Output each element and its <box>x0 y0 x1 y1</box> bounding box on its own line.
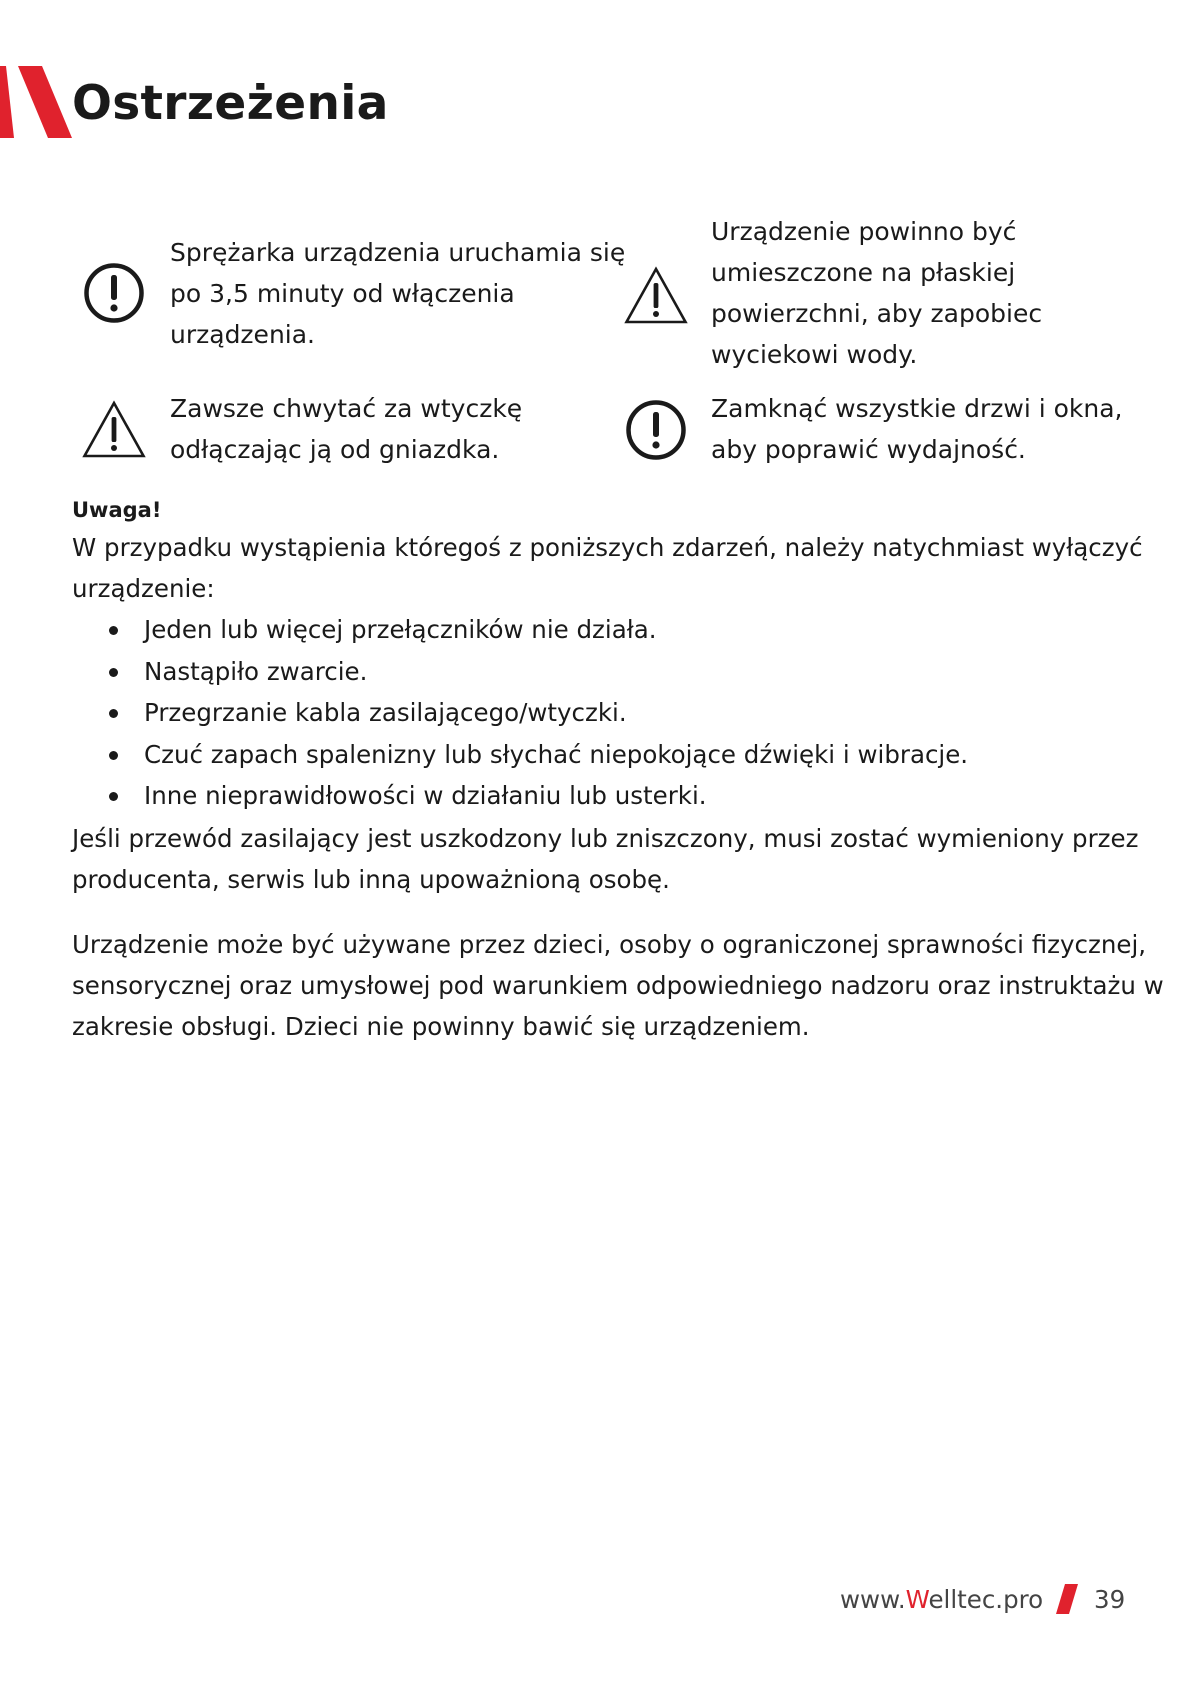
notice-heading: Uwaga! <box>72 498 162 522</box>
header-accent-mark <box>0 62 72 138</box>
list-item: Jeden lub więcej przełączników nie działa. <box>72 609 968 651</box>
notice-bullet-list <box>72 609 968 817</box>
cable-replacement-note: Jeśli przewód zasilający jest uszkodzony lub zniszczony, musi zostać wymieniony przez producenta, serwis lub inną upoważnioną osobę. <box>72 824 1139 894</box>
children-usage-note: Urządzenie może być używane przez dzieci, osoby o ograniczonej sprawności fizycznej, sensorycznej oraz umysłowej pod warunkiem odpowiedniego nadzoru oraz instruktażu w zakresie obsługi. Dzieci nie powinny bawić się urządzeniem. <box>72 930 1164 1041</box>
footer-website-link[interactable]: www.Welltec.pro <box>840 1585 1044 1614</box>
warning-triangle-icon <box>82 400 146 464</box>
list-item: Przegrzanie kabla zasilającego/wtyczki. <box>72 692 968 734</box>
warning-text-plug: Zawsze chwytać za wtyczkę odłączając ją od gniazdka. <box>170 394 523 464</box>
warning-triangle-icon <box>624 266 688 330</box>
notice-intro: W przypadku wystąpienia któregoś z poniższych zdarzeń, należy natychmiast wyłączyć urządzenie: <box>72 533 1143 603</box>
page-number: 39 <box>1094 1585 1126 1614</box>
list-item: Czuć zapach spalenizny lub słychać niepokojące dźwięki i wibracje. <box>72 734 968 776</box>
exclamation-circle-icon <box>624 398 688 462</box>
list-item: Nastąpiło zwarcie. <box>72 651 968 693</box>
footer-accent-slash <box>1056 1584 1078 1614</box>
list-item: Inne nieprawidłowości w działaniu lub usterki. <box>72 775 968 817</box>
warning-text-flat-surface: Urządzenie powinno być umieszczone na płaskiej powierzchni, aby zapobiec wyciekowi wody. <box>711 217 1043 369</box>
warning-text-compressor: Sprężarka urządzenia uruchamia się po 3,5 minuty od włączenia urządzenia. <box>170 238 626 349</box>
warning-text-doors-windows: Zamknąć wszystkie drzwi i okna, aby poprawić wydajność. <box>711 394 1123 464</box>
page-title: Ostrzeżenia <box>72 76 389 131</box>
exclamation-circle-icon <box>82 261 146 325</box>
